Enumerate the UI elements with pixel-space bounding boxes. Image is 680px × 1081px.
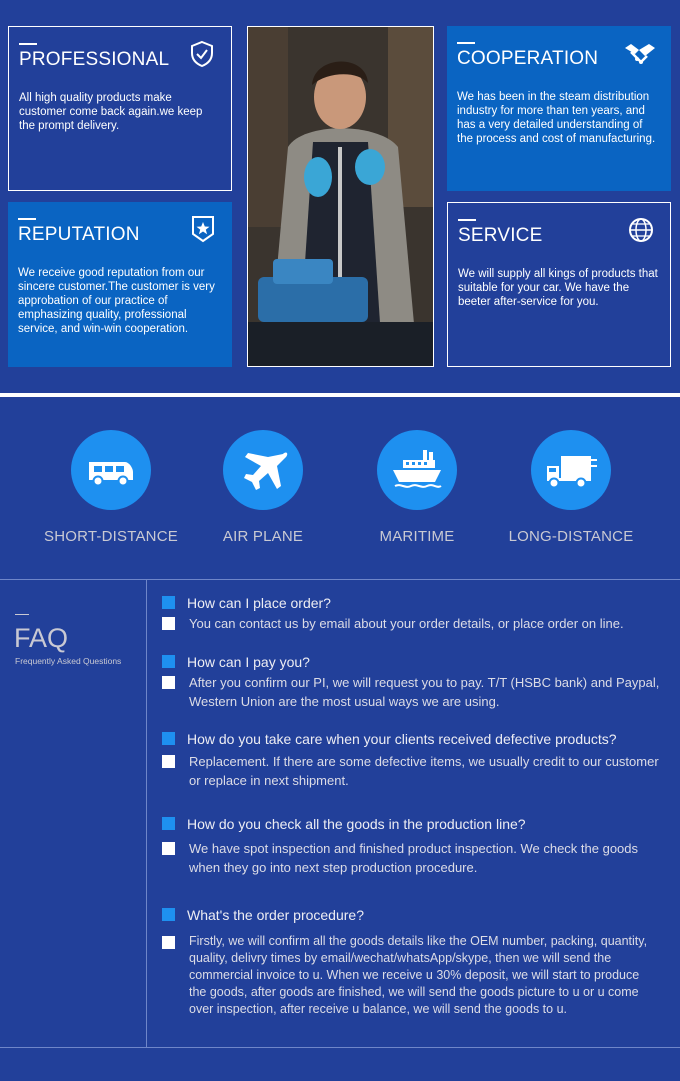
truck-icon	[541, 440, 601, 500]
question-marker	[162, 732, 175, 745]
faq-question	[162, 731, 617, 747]
title-dash	[458, 219, 476, 221]
worker-photo	[247, 26, 434, 367]
handshake-icon	[623, 38, 657, 68]
van-icon	[81, 440, 141, 500]
question-text: How do you take care when your clients received defective products?	[187, 731, 617, 747]
question-marker	[162, 596, 175, 609]
answer-marker	[162, 936, 175, 949]
card-text: We will supply all kings of products that suitable for your car. We have the beeter after-service for you.	[458, 268, 658, 308]
faq-bottom-border	[0, 1047, 680, 1048]
answer-marker	[162, 617, 175, 630]
airplane-icon	[233, 440, 293, 500]
faq-top-border	[0, 579, 680, 580]
card-reputation	[8, 202, 232, 367]
question-marker	[162, 817, 175, 830]
card-text: We receive good reputation from our sincere customer.The customer is very approbation of our practice of emphasizing quality, professional service, and win-win cooperation.	[18, 267, 215, 335]
faq-answer	[162, 839, 660, 877]
transport-circle	[531, 430, 611, 510]
question-text: How do you check all the goods in the production line?	[187, 816, 526, 832]
card-professional	[8, 26, 232, 191]
transport-label: SHORT-DISTANCE	[44, 528, 178, 545]
answer-text: Replacement. If there are some defective items, we usually credit to our customer or replace in next shipment.	[189, 754, 659, 788]
shield-check-icon	[187, 39, 217, 69]
transport-circle	[377, 430, 457, 510]
transport-circle	[71, 430, 151, 510]
faq-answer	[162, 752, 660, 790]
answer-marker	[162, 842, 175, 855]
worker-illustration	[248, 27, 434, 367]
answer-text: After you confirm our PI, we will request you to pay. T/T (HSBC bank) and Paypal, Western Union are the most usual ways we are using.	[189, 675, 660, 709]
answer-marker	[162, 676, 175, 689]
transport-long-distance	[491, 430, 651, 545]
title-dash	[19, 43, 37, 45]
faq-title-dash	[15, 614, 29, 615]
star-badge-icon	[188, 214, 218, 244]
faq-title: FAQ	[14, 623, 69, 653]
faq-answer	[162, 673, 660, 711]
answer-text: You can contact us by email about your order details, or place order on line.	[189, 616, 624, 631]
card-text: All high quality products make customer come back again.we keep the prompt delivery.	[19, 92, 203, 132]
faq-question	[162, 595, 331, 611]
question-text: How can I place order?	[187, 595, 331, 611]
card-title: SERVICE	[458, 225, 543, 246]
question-text: How can I pay you?	[187, 654, 310, 670]
question-text: What's the order procedure?	[187, 907, 364, 923]
answer-text: Firstly, we will confirm all the goods details like the OEM number, packing, quantity, quality, delivry times by email/wechat/whatsApp/skype, then we will send the commercial invoice to u. When we receive u 30% deposit, we will start to produce the goods, after goods are finished, we will send the goods picture to u or u come over inspection, after receive u balance, we will send the goods to u.	[189, 934, 648, 1016]
transport-label: AIR PLANE	[222, 528, 304, 545]
card-service	[447, 202, 671, 367]
answer-marker	[162, 755, 175, 768]
answer-text: We have spot inspection and finished product inspection. We check the goods when they go into next step production procedure.	[189, 841, 639, 875]
section-divider	[0, 393, 680, 397]
globe-icon	[626, 215, 656, 245]
card-title: REPUTATION	[18, 224, 140, 245]
transport-circle	[223, 430, 303, 510]
faq-subtitle: Frequently Asked Questions	[15, 656, 122, 666]
faq-vertical-divider	[146, 580, 147, 1048]
question-marker	[162, 655, 175, 668]
faq-answer	[162, 933, 660, 1018]
faq-question	[162, 654, 310, 670]
card-title: COOPERATION	[457, 48, 599, 69]
card-text: We has been in the steam distribution industry for more than ten years, and has a very detailed understanding of the process and cost of manufacturing.	[457, 91, 656, 145]
question-marker	[162, 908, 175, 921]
transport-short-distance	[31, 430, 191, 545]
transport-maritime	[337, 430, 497, 545]
card-cooperation	[447, 26, 671, 191]
faq-answer	[162, 614, 660, 633]
title-dash	[18, 218, 36, 220]
transport-air-plane	[183, 430, 343, 545]
title-dash	[457, 42, 475, 44]
card-title: PROFESSIONAL	[19, 49, 170, 70]
transport-label: LONG-DISTANCE	[508, 528, 634, 545]
ship-icon	[387, 440, 447, 500]
faq-question	[162, 816, 526, 832]
faq-question	[162, 907, 364, 923]
transport-label: MARITIME	[379, 528, 455, 545]
